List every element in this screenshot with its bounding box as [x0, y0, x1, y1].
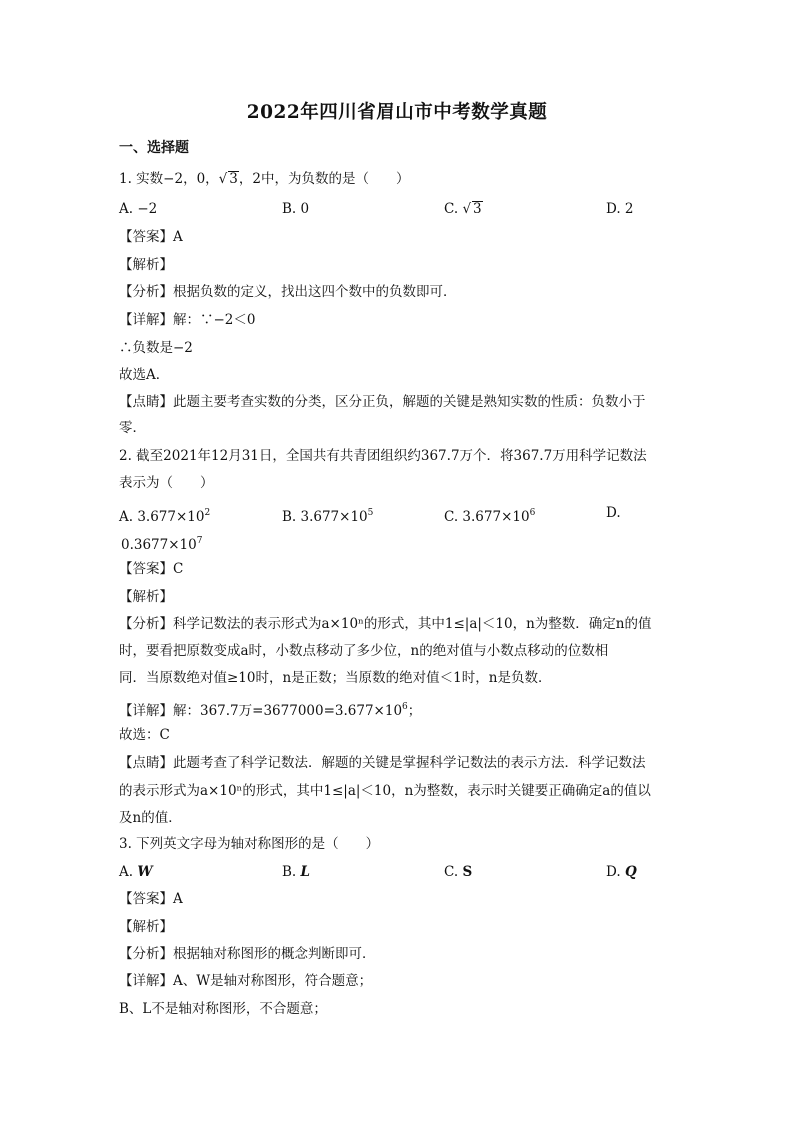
q3-analysis: 【分析】根据轴对称图形的概念判断即可． [119, 946, 376, 962]
q1-option-b: B. 0 [282, 201, 310, 217]
q1-comment-line2: 零． [119, 420, 146, 436]
q1-option-c: C. √ 3 [444, 201, 482, 217]
q2-option-b: B. $3.677\times 10^5$ [282, 508, 374, 525]
q2-jiexi: 【解析】 [119, 589, 173, 605]
q2-choose: 故选：C [119, 727, 170, 743]
q1-option-a: A. −2 [119, 201, 158, 217]
q2-option-d: D. [606, 505, 621, 521]
q2-analysis-line1: 【分析】科学记数法的表示形式为a×10ⁿ的形式，其中1≤|a|＜10，n为整数．确定n的值 [119, 616, 652, 632]
q3-option-b: B. L [282, 864, 311, 880]
q2-comment-line2: 的表示形式为a×10ⁿ的形式，其中1≤|a|＜10，n为整数，表示时关键要正确确定a的值以 [119, 783, 651, 799]
q3-detail: 【详解】A、W是轴对称图形，符合题意； [119, 973, 373, 989]
q1-analysis: 【分析】根据负数的定义，找出这四个数中的负数即可． [119, 284, 457, 300]
q2-analysis-line3: 同．当原数绝对值≥10时，n是正数；当原数的绝对值＜1时，n是负数． [119, 670, 552, 686]
q1-detail-line3: 故选A． [119, 367, 170, 383]
sqrt-symbol: √ [218, 171, 228, 187]
q2-analysis-line2: 时，要看把原数变成a时，小数点移动了多少位，n的绝对值与小数点移动的位数相 [119, 643, 609, 659]
q1-option-d: D. 2 [606, 201, 634, 217]
q3-answer: 【答案】A [119, 891, 183, 907]
page-title: 2022年四川省眉山市中考数学真题 [246, 102, 548, 123]
section-heading: 一、选择题 [119, 140, 189, 156]
question-1-stem: 1. 实数−2，0，√ 3，2中，为负数的是（ ） [119, 171, 410, 187]
q1-comment-line1: 【点睛】此题主要考查实数的分类，区分正负，解题的关键是熟知实数的性质：负数小于 [119, 394, 646, 410]
q2-option-a: A. $3.677\times 10^2$ [119, 508, 211, 525]
q2-detail: 【详解】解：367.7万$=3677000=3.677\times 10^6$； [119, 702, 422, 719]
q2-option-c: C. $3.677\times 10^6$ [444, 508, 536, 525]
question-2-stem-line2: 表示为（ ） [119, 475, 214, 491]
q1-jiexi: 【解析】 [119, 257, 173, 273]
q2-comment-line1: 【点睛】此题考查了科学记数法．解题的关键是掌握科学记数法的表示方法．科学记数法 [119, 755, 646, 771]
q1-detail-line2: ∴负数是−2 [119, 340, 193, 356]
q3-option-c: C. S [444, 864, 473, 880]
q3-option-d: D. Q [606, 864, 637, 880]
q3-detail-line2: B、L不是轴对称图形，不合题意； [119, 1001, 327, 1017]
q1-answer: 【答案】A [119, 229, 183, 245]
q2-option-d-value: $0.3677\times 10^7$ [121, 536, 203, 553]
question-2-stem-line1: 2. 截至2021年12月31日，全国共有共青团组织约367.7万个．将367.7万用科学记数法 [119, 448, 647, 464]
q2-answer: 【答案】C [119, 561, 184, 577]
q2-comment-line3: 及n的值． [119, 810, 182, 826]
q1-detail: 【详解】解：∵−2＜0 [119, 312, 256, 328]
q3-option-a: A. W [119, 864, 153, 880]
q3-jiexi: 【解析】 [119, 919, 173, 935]
question-3-stem: 3. 下列英文字母为轴对称图形的是（ ） [119, 836, 380, 852]
sqrt-symbol: √ [462, 201, 472, 217]
